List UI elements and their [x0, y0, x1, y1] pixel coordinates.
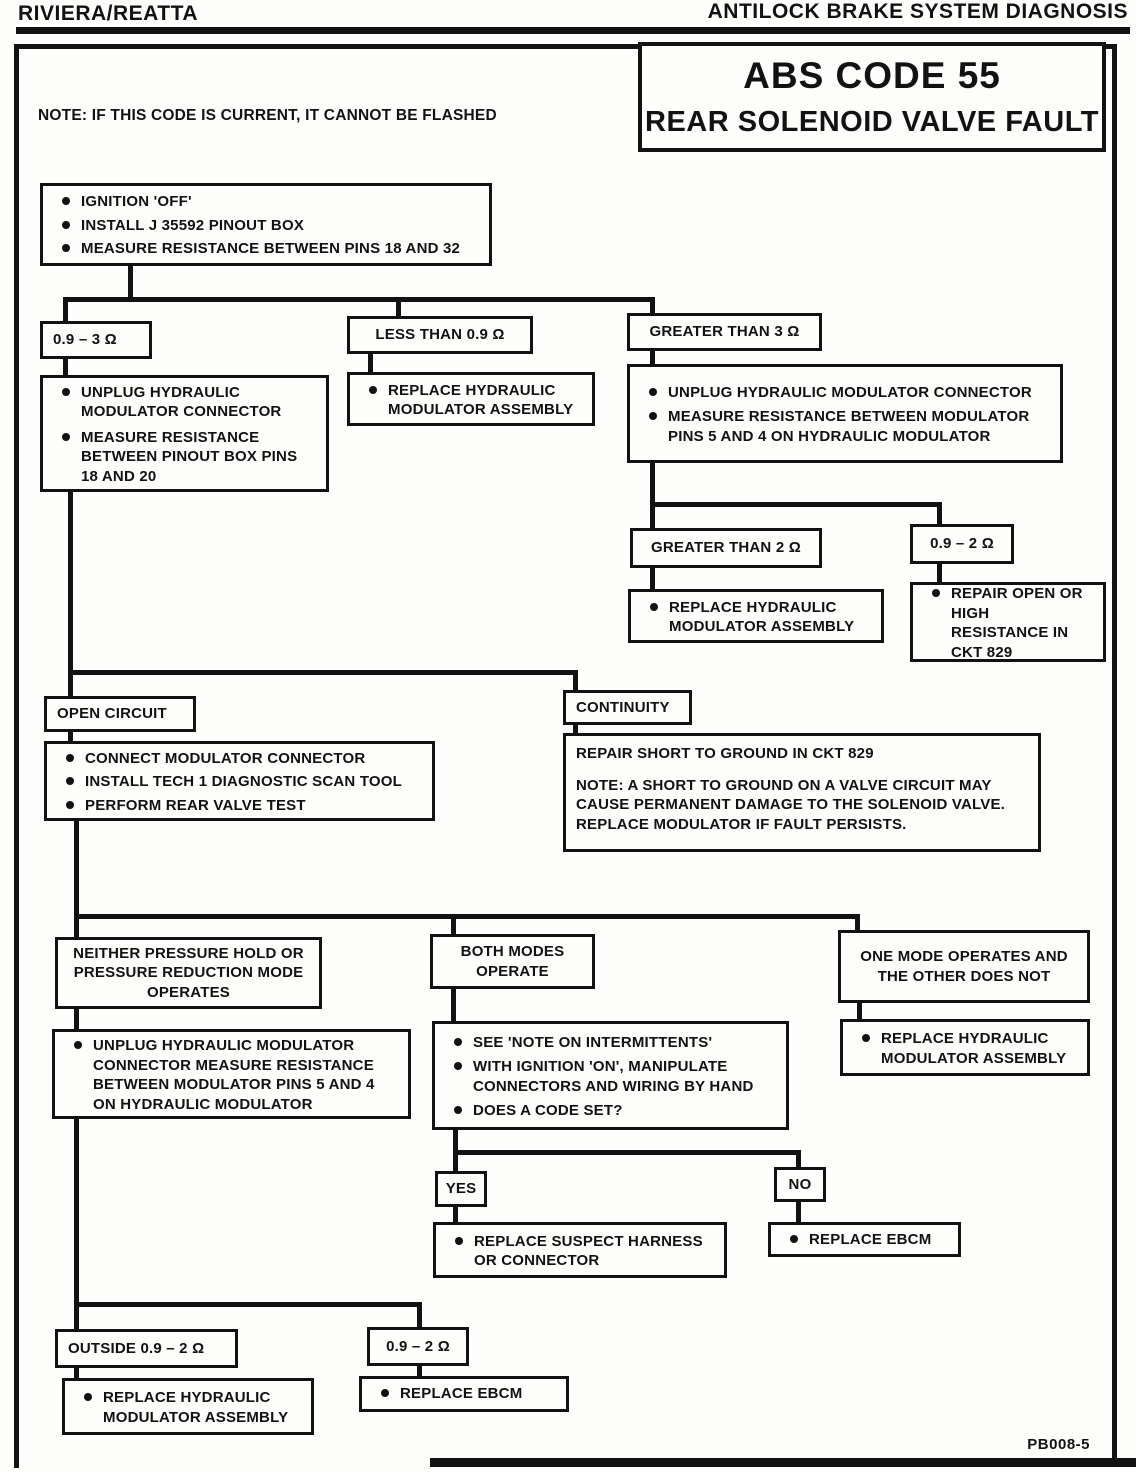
connector-line — [68, 490, 73, 675]
connector-line — [128, 264, 133, 300]
node-result-gt2 — [630, 528, 822, 568]
node-no-action — [768, 1222, 961, 1257]
step-text: REPLACE EBCM — [400, 1385, 523, 1403]
bullet-icon — [649, 388, 657, 396]
connector-line — [796, 1200, 801, 1224]
bullet-icon — [84, 1393, 92, 1401]
bullet-icon — [454, 1106, 462, 1114]
bullet-icon — [62, 388, 70, 396]
condition-label: ONE MODE OPERATES AND THE OTHER DOES NOT — [860, 948, 1068, 985]
node-outside-09-2 — [55, 1329, 238, 1368]
step-text: PERFORM REAR VALVE TEST — [85, 796, 306, 814]
step-text: UNPLUG HYDRAULIC MODULATOR CONNECTOR — [81, 383, 282, 421]
connector-line — [68, 670, 578, 675]
outer-border-right — [1112, 44, 1117, 1462]
connector-line — [650, 461, 655, 507]
bullet-icon — [455, 1237, 463, 1245]
connector-line — [573, 670, 578, 692]
connector-line — [74, 914, 860, 919]
bullet-icon — [381, 1389, 389, 1397]
step-text: MEASURE RESISTANCE BETWEEN PINOUT BOX PINS 18 AND 20 — [81, 428, 298, 485]
outer-border-left — [14, 44, 19, 1468]
step-text: IGNITION 'OFF' — [81, 193, 192, 211]
bullet-icon — [862, 1034, 870, 1042]
step-text: INSTALL J 35592 PINOUT BOX — [81, 216, 305, 234]
condition-label: LESS THAN 0.9 Ω — [375, 326, 505, 344]
bullet-icon — [650, 603, 658, 611]
bullet-icon — [454, 1038, 462, 1046]
node-left-unplug — [40, 375, 329, 492]
bullet-icon — [62, 433, 70, 441]
connector-line — [650, 502, 655, 529]
condition-label: NO — [788, 1175, 812, 1193]
node-no — [774, 1167, 826, 1202]
condition-label: 0.9 – 3 Ω — [53, 331, 117, 349]
connector-line — [74, 1007, 79, 1031]
node-neither-mode — [55, 937, 322, 1009]
header-rule — [16, 27, 1130, 34]
bullet-icon — [62, 221, 70, 229]
page-header-right: ANTILOCK BRAKE SYSTEM DIAGNOSIS — [707, 0, 1128, 23]
node-neither-action — [52, 1029, 411, 1119]
bullet-icon — [454, 1062, 462, 1070]
condition-label: BOTH MODES OPERATE — [460, 943, 565, 980]
bullet-icon — [62, 244, 70, 252]
condition-label: 0.9 – 2 Ω — [930, 535, 994, 553]
bullet-icon — [74, 1041, 82, 1049]
step-text: REPLACE HYDRAULIC MODULATOR ASSEMBLY — [669, 598, 855, 635]
bullet-icon — [369, 386, 377, 394]
connector-line — [68, 670, 73, 698]
bullet-icon — [932, 589, 940, 597]
bullet-icon — [790, 1235, 798, 1243]
step-text: REPLACE EBCM — [809, 1230, 932, 1248]
connector-line — [650, 502, 942, 507]
node-one-mode — [838, 930, 1090, 1003]
step-text: DOES A CODE SET? — [473, 1102, 623, 1119]
node-start — [40, 183, 492, 266]
step-text: REPLACE HYDRAULIC MODULATOR ASSEMBLY — [881, 1030, 1067, 1067]
connector-line — [453, 1150, 801, 1155]
bullet-icon — [66, 754, 74, 762]
bullet-icon — [649, 412, 657, 420]
title-box — [638, 42, 1106, 152]
condition-label: GREATER THAN 2 Ω — [651, 539, 801, 557]
condition-label: GREATER THAN 3 Ω — [649, 323, 800, 341]
step-text: WITH IGNITION 'ON', MANIPULATE CONNECTORS AND WIRING BY HAND — [473, 1058, 754, 1095]
continuity-note-text: NOTE: A SHORT TO GROUND ON A VALVE CIRCUIT MAY CAUSE PERMANENT DAMAGE TO THE SOLENOID VALVE. REPLACE MODULATOR IF FAULT PERSISTS. — [576, 776, 1006, 833]
step-text: MEASURE RESISTANCE BETWEEN MODULATOR PINS 5 AND 4 ON HYDRAULIC MODULATOR — [668, 408, 1030, 445]
node-yes — [435, 1171, 487, 1207]
step-text: UNPLUG HYDRAULIC MODULATOR CONNECTOR MEASURE RESISTANCE BETWEEN MODULATOR PINS 5 AND 4 ON HYDRAULIC MODULATOR — [93, 1037, 375, 1113]
connector-line — [74, 1302, 79, 1331]
connector-line — [74, 914, 79, 939]
step-text: REPLACE HYDRAULIC MODULATOR ASSEMBLY — [388, 381, 574, 418]
page-note: NOTE: IF THIS CODE IS CURRENT, IT CANNOT BE FLASHED — [38, 107, 497, 124]
outer-border-bottom — [430, 1458, 1136, 1467]
figure-code: PB008-5 — [1027, 1436, 1090, 1453]
node-result-09-2-mid — [910, 524, 1014, 564]
step-text: MEASURE RESISTANCE BETWEEN PINS 18 AND 32 — [81, 240, 461, 258]
node-yes-action — [433, 1222, 727, 1278]
step-text: UNPLUG HYDRAULIC MODULATOR CONNECTOR — [668, 383, 1032, 401]
connector-line — [453, 1150, 458, 1173]
connector-line — [74, 1302, 422, 1307]
node-open-circuit-actions — [44, 741, 435, 821]
step-text: REPLACE HYDRAULIC MODULATOR ASSEMBLY — [103, 1389, 289, 1426]
condition-label: OUTSIDE 0.9 – 2 Ω — [68, 1339, 205, 1357]
node-result-09-3 — [40, 321, 152, 359]
node-result-lt09 — [347, 316, 533, 354]
step-text: INSTALL TECH 1 DIAGNOSTIC SCAN TOOL — [85, 773, 403, 791]
connector-line — [451, 987, 456, 1023]
step-text: REPAIR OPEN OR HIGH RESISTANCE IN CKT 829 — [951, 585, 1083, 661]
connector-line — [937, 562, 942, 583]
node-both-modes — [430, 934, 595, 989]
node-final-09-2 — [367, 1327, 469, 1366]
bullet-icon — [66, 801, 74, 809]
node-open-circuit — [44, 696, 196, 732]
condition-label: NEITHER PRESSURE HOLD OR PRESSURE REDUCTION MODE OPERATES — [73, 944, 304, 1001]
connector-line — [417, 1302, 422, 1329]
node-092-action — [910, 582, 1106, 662]
bullet-icon — [62, 197, 70, 205]
connector-line — [74, 1117, 79, 1307]
title-fault: REAR SOLENOID VALVE FAULT — [645, 106, 1099, 138]
node-both-actions — [432, 1021, 789, 1130]
connector-line — [63, 297, 68, 323]
connector-line — [63, 357, 68, 377]
node-gt2-action — [628, 589, 884, 643]
condition-label: CONTINUITY — [576, 698, 670, 716]
node-continuity-action — [563, 733, 1041, 852]
repair-short-text: REPAIR SHORT TO GROUND IN CKT 829 — [576, 745, 874, 762]
step-text: SEE 'NOTE ON INTERMITTENTS' — [473, 1033, 713, 1051]
step-text: CONNECT MODULATOR CONNECTOR — [85, 749, 366, 767]
connector-line — [650, 566, 655, 590]
bullet-icon — [66, 777, 74, 785]
node-one-action — [840, 1019, 1090, 1076]
connector-line — [63, 297, 655, 302]
condition-label: YES — [445, 1180, 477, 1198]
node-outside-action — [62, 1378, 314, 1435]
page-header-left: RIVIERA/REATTA — [18, 2, 199, 25]
title-code: ABS CODE 55 — [743, 55, 1001, 96]
node-right-unplug — [627, 364, 1063, 463]
step-text: REPLACE SUSPECT HARNESS OR CONNECTOR — [474, 1232, 703, 1269]
connector-line — [937, 502, 942, 526]
node-final-092-action — [359, 1376, 569, 1412]
node-continuity — [563, 690, 692, 725]
connector-line — [74, 819, 79, 919]
connector-line — [857, 1001, 862, 1021]
node-result-gt3 — [627, 313, 822, 351]
condition-label: 0.9 – 2 Ω — [386, 1337, 450, 1355]
node-mid-replace — [347, 372, 595, 426]
condition-label: OPEN CIRCUIT — [57, 705, 167, 723]
connector-line — [368, 352, 373, 373]
